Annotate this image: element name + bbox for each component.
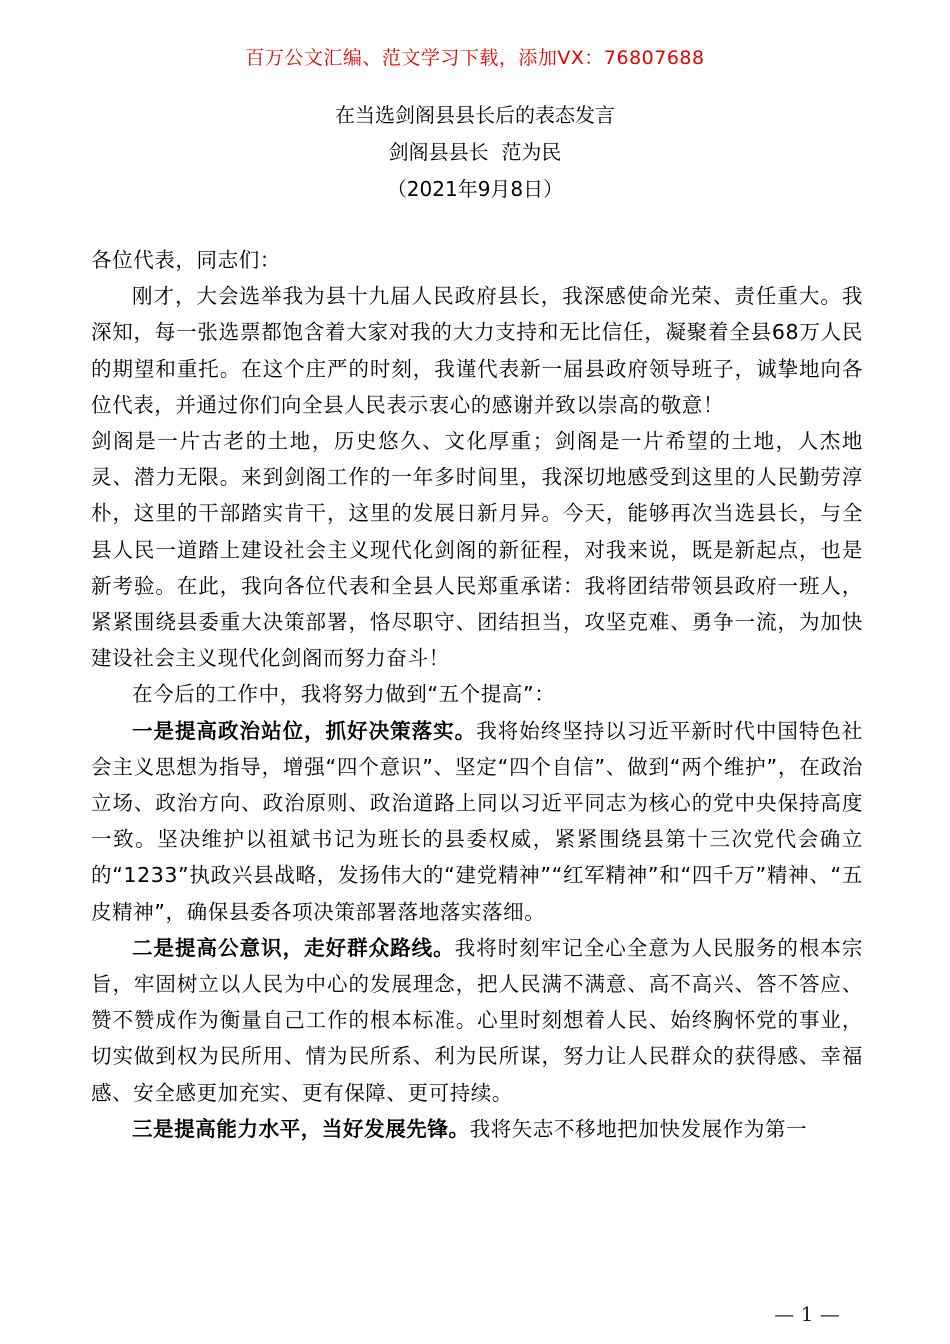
paragraph-opening: 刚才，大会选举我为县十九届人民政府县长，我深感使命光荣、责任重大。我深知，每一张选票都饱含着大家对我的大力支持和无比信任，凝聚着全县68万人民的期望和重托。在这个庄严的时刻，我谨代表新一届县政府领导班子，诚挚地向各位代表，并通过你们向全县人民表示衷心的感谢并致以崇高的敬意！ <box>91 284 863 417</box>
document-title: 在当选剑阁县县长后的表态发言 <box>335 103 615 127</box>
point-two-heading: 二是提高公意识，走好群众路线。 <box>132 935 455 960</box>
paragraph-five-improvements: 在今后的工作中，我将努力做到“五个提高”： <box>132 682 556 707</box>
page-number: — 1 — <box>774 1302 840 1326</box>
paragraph-point-three <box>91 1111 863 1147</box>
point-three-heading: 三是提高能力水平，当好发展先锋。 <box>132 1116 470 1141</box>
document-body <box>91 242 863 1147</box>
point-three-text: 我将矢志不移地把加快发展作为第一 <box>469 1116 808 1141</box>
title-block <box>0 97 950 208</box>
point-one-text: 我将始终坚持以习近平新时代中国特色社会主义思想为指导，增强“四个意识”、坚定“四个自信”、做到“两个维护”，在政治立场、政治方向、政治原则、政治道路上同以习近平同志为核心的党中央保持高度一致。坚决维护以祖斌书记为班长的县委权威，紧紧围绕县第十三次党代会确立的“1233”执政兴县战略，发扬伟大的“建党精神”“红军精神”和“四千万”精神、“五皮精神”，确保县委各项决策部署落地落实落细。 <box>91 718 863 924</box>
paragraph-jiange: 剑阁是一片古老的土地，历史悠久、文化厚重；剑阁是一片希望的土地，人杰地灵、潜力无限。来到剑阁工作的一年多时间里，我深切地感受到这里的人民勤劳淳朴，这里的干部踏实肯干，这里的发展日新月异。今天，能够再次当选县长，与全县人民一道踏上建设社会主义现代化剑阁的新征程，对我来说，既是新起点，也是新考验。在此，我向各位代表和全县人民郑重承诺：我将团结带领县政府一班人，紧紧围绕县委重大决策部署，恪尽职守、团结担当，攻坚克难、勇争一流，为加快建设社会主义现代化剑阁而努力奋斗！ <box>91 429 863 671</box>
salutation: 各位代表，同志们： <box>91 248 281 272</box>
paragraph-point-one <box>91 713 863 930</box>
date-line: （2021年9月8日） <box>386 177 564 201</box>
point-two-text: 我将时刻牢记全心全意为人民服务的根本宗旨，牢固树立以人民为中心的发展理念，把人民满不满意、高不高兴、答不答应、赞不赞成作为衡量自己工作的根本标准。心里时刻想着人民、始终胸怀党的事业，切实做到权为民所用、情为民所系、利为民所谋，努力让人民群众的获得感、幸福感、安全感更加充实、更有保障、更可持续。 <box>91 935 864 1105</box>
author-line: 剑阁县县长 范为民 <box>388 140 562 164</box>
header-banner: 百万公文汇编、范文学习下载，添加VX：76807688 <box>245 47 705 69</box>
point-one-heading: 一是提高政治站位，抓好决策落实。 <box>132 718 477 743</box>
paragraph-point-two <box>91 930 863 1111</box>
